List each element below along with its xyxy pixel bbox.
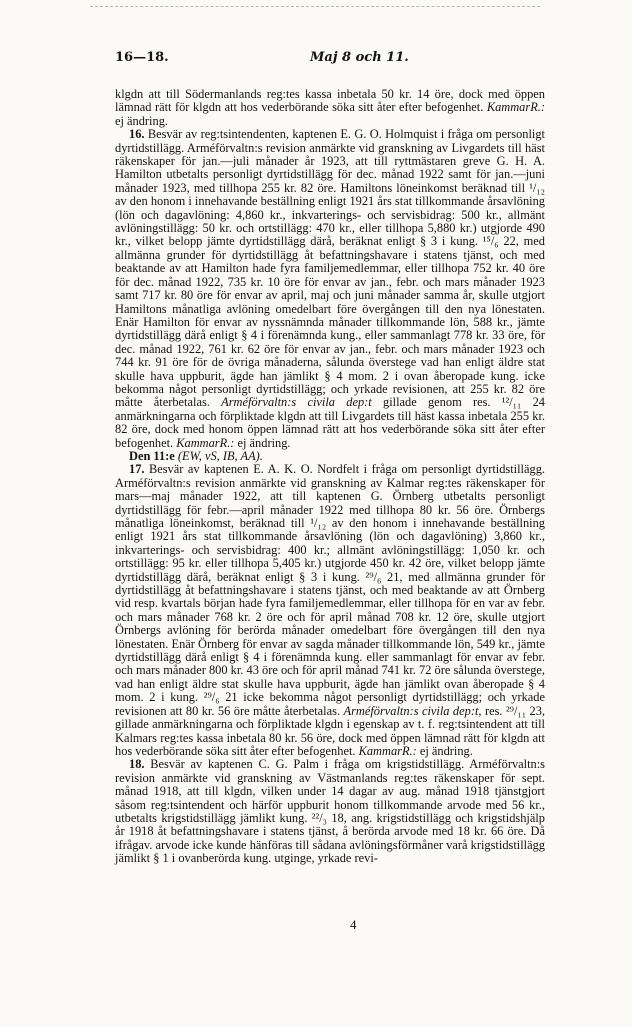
case-16-text-a: Besvär av reg:tsintendenten, kaptenen E. G. O. Holmquist i fråga om personligt dyrtidstillägg. Arméförvaltn:s revision anmärkte vid granskning av Livgardets till häst räkenskaper för jan.—juli månader år 1923, att till ryttmästaren greve G. H. A. Hamilton utbetalts personligt dyrtidstillägg för dec. månad 1922 samt för jan.—juni månader 1923, med tillhopa 255 kr. 82 öre. Hamiltons löneinkomst beräknad till ¹/₁₂ av den honom i innehavande beställning enligt 1921 års stat tillkommande årsavlöning (lön och dagavlöning: 4,860 kr., inkvarterings- och servisbidrag: 500 kr., allmänt avlöningstillägg: 50 kr. och ortstillägg: 470 kr., eller tillhopa 5,880 kr.) utgjorde 490 kr., vilket belopp jämte dyrtidstillägg därå, beräknat enligt § 3 i kung. ¹⁵/₆ 22, med allmänna grunder för dyrtidstillägg åt befattningshavare i statens tjänst, och med beaktande av att Hamilton hade fyra familjemedlemmar, eller tillhopa 752 kr. 40 öre för dec. månad 1922, 735 kr. 10 öre för envar av jan., febr. och mars månader 1923 samt 717 kr. 80 öre för envar av april, maj och juni månader samma år, skulle utgjort Hamiltons månatliga avlöning omedelbart före övergången till den nya lönestaten. Enär Hamilton för envar av nyssnämnda månader tillkommande lön, 588 kr., jämte dyrtidstillägg därå enligt § 4 i förenämnda kung., eller sammanlagt 778 kr. 33 öre, för dec. månad 1922, 761 kr. 62 öre för envar av jan., febr. och mars månader 1923 och 744 kr. 91 öre för de övriga månaderna, sålunda överstege vad han enligt äldre stat skulle hava uppburit, ägde han jämlikt § 4 mom. 2 i ovan åberopade kung. icke bekomma något personligt dyrtidstillägg; och yrkade revisionen, att 255 kr. 82 öre måtte återbetalas.: [115, 127, 545, 410]
section-title: Den 11:e: [129, 448, 175, 463]
case-16-number: 16.: [129, 127, 145, 142]
case-17-text-c: ej ändring.: [416, 743, 473, 758]
case-16-text-c: ej ändring.: [234, 435, 291, 450]
intro-paragraph: [115, 88, 545, 128]
case-16-paragraph: [115, 128, 545, 450]
header-date: Maj 8 och 11.: [310, 50, 409, 65]
body-text: [115, 88, 545, 866]
page-number: 4: [350, 917, 357, 932]
top-rule: [90, 6, 540, 7]
case-17-italic: Arméförvaltn:s civila dep:t,: [343, 703, 482, 718]
case-16-text-b: gillade genom res. ¹²/₁₁ 24 anmärkningarna och förpliktade klgdn att till Livgardets till häst kassa inbetala 255 kr. 82 öre, dock med honom öppen lämnad rätt att hos vederbörande söka sitt åter efter befogenhet.: [115, 395, 545, 450]
intro-tail: ej ändring.: [115, 113, 168, 128]
case-17-text-a: Besvär av kaptenen E. A. K. O. Nordfelt i fråga om personligt dyrtidstillägg. Arméförvaltn:s revision anmärkte vid granskning av Kalmar reg:tes räkenskaper för mars—maj månader 1922, att till kaptenen G. Örnberg utbetalts personligt dyrtidstillägg för febr.—april månader 1922 med tillhopa 80 kr. 56 öre. Örnbergs månatliga löneinkomst, beräknad till ¹/₁₂ av den honom i innehavande beställning enligt 1921 års stat tillkommande årsavlöning (lön och dagavlöning) 3,860 kr., inkvarterings- och servisbidrag: 400 kr.; allmänt avlöningstillägg: 1,050 kr. och ortstillägg: 95 kr. eller tillhopa 5,405 kr.) utgjorde 450 kr. 42 öre, vilket belopp jämte dyrtidstillägg därå, beräknat enligt § 3 i kung. ²⁹/₆ 21, med allmänna grunder för dyrtidstillägg åt befattningshavare i statens tjänst, och med beaktande av att Örnberg vid resp. kvartals början hade fyra familjemedlemmar, eller tillhopa för en var av febr. och mars månader 768 kr. 2 öre och för april månad 708 kr. 12 öre, skulle utgjort Örnbergs avlöning för berörda månader omedelbart före övergången till den nya lönestaten. Enär Örnberg för envar av sagda månader tillkommande lön, 549 kr., jämte dyrtidstillägg därå enligt § 4 i förenämnda kung. eller sammanlagt för envar av febr. och mars månader 800 kr. 43 öre och för april månad 741 kr. 72 öre sålunda överstege, vad han enligt äldre stat skulle hava uppburit, ägde han jämlikt ovan åberopade § 4 mom. 2 i kung. ²⁹/₆ 21 icke bekomma något personligt dyrtidstillägg; och yrkade revisionen att 80 kr. 56 öre måtte återbetalas.: [115, 462, 545, 718]
case-18-paragraph: [115, 758, 545, 865]
running-header: [115, 50, 545, 70]
case-17-italic-2: KammarR.:: [358, 743, 417, 758]
intro-text: klgdn att till Södermanlands reg:tes kassa inbetala 50 kr. 14 öre, dock med öppen lämnad rätt för klgdn att hos vederbörande söka sitt åter efter befogenhet.: [115, 87, 545, 115]
case-18-number: 18.: [129, 757, 145, 772]
header-page-range: 16—18.: [115, 50, 169, 65]
case-16-italic: Arméförvaltn:s civila dep:t: [221, 395, 372, 410]
case-17-paragraph: [115, 463, 545, 758]
case-18-text-a: Besvär av kaptenen C. G. Palm i fråga om krigstidstillägg. Arméförvaltn:s revision anmärkte vid granskning av Västmanlands reg:tes räkenskaper för sept. månad 1918, att till klgdn, vilken under 14 dagar av aug. månad 1918 tjänstgjort såsom reg:tsintendent och härför uppburit honom tillkommande arvode med 56 kr., utbetalts krigstidstillägg jämlikt kung. ²²/₃ 18, ang. krigstidstillägg och krigstidshjälp år 1918 åt befattningshavare i statens tjänst, å berörda arvode med 18 kr. 66 öre. Då ifrågav. arvode icke kunde hänföras till sådana avlöningsförmåner varå krigstidstillägg jämlikt § 1 i ovanberörda kung. utginge, yrkade revi-: [115, 757, 545, 866]
case-16-italic-2: KammarR.:: [176, 435, 235, 450]
case-17-number: 17.: [129, 462, 145, 477]
intro-italic: KammarR.:: [486, 100, 545, 115]
case-17-text-b: res. ²⁹/₁₁ 23, gillade anmärkningarna och förpliktade klgdn i egenskap av t. f. reg:tsintendent att till Kalmars reg:tes kassa inbetala 80 kr. 56 öre, dock med öppen lämnad rätt för klgdn att hos vederbörande söka sitt åter efter befogenhet.: [115, 703, 545, 758]
section-heading: [115, 450, 545, 463]
section-subtitle: (EW, vS, IB, AA).: [177, 448, 263, 463]
